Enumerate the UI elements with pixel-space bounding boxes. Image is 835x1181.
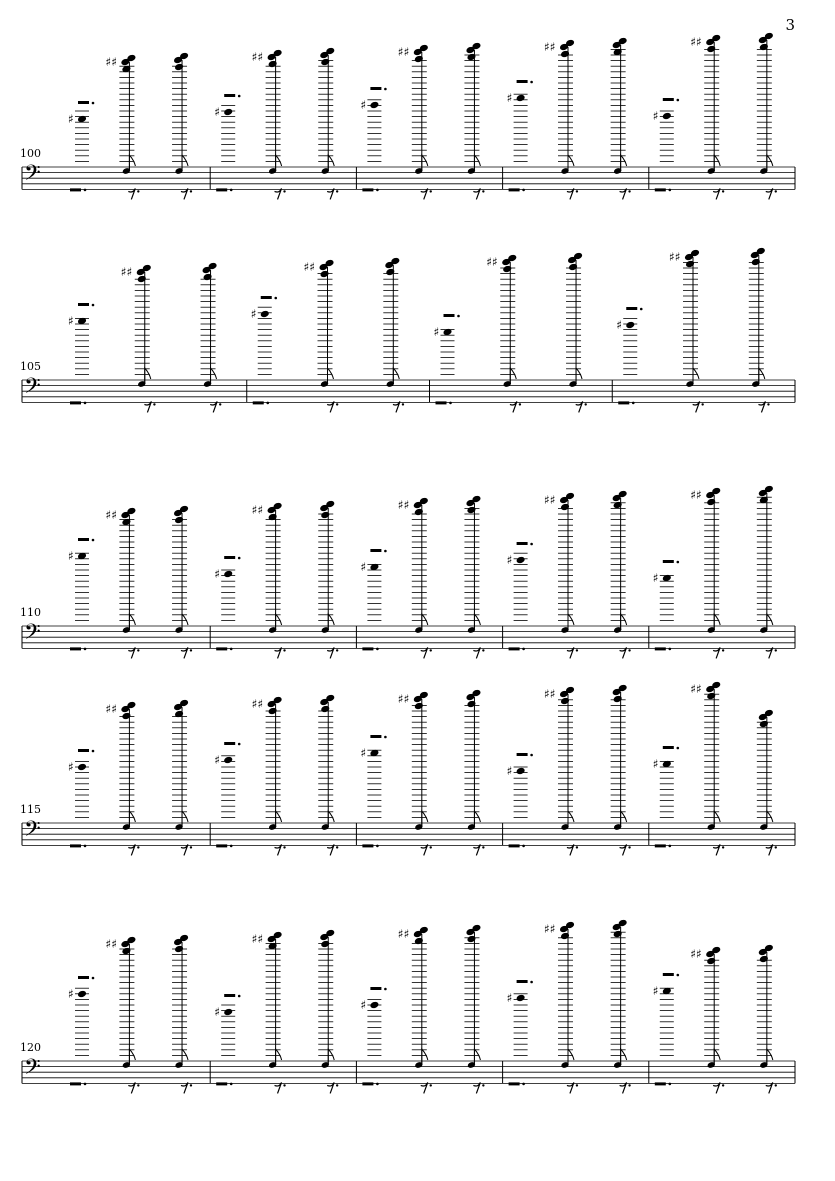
eighth-flag: [182, 1049, 188, 1065]
sharp-icon: ♯♯: [544, 493, 556, 507]
dot: [230, 1083, 233, 1086]
eighth-rest: [327, 1082, 334, 1093]
note-head: [77, 990, 87, 999]
half-rest: [655, 1082, 666, 1085]
eighth-rest: [567, 1082, 574, 1093]
eighth-flag: [474, 1049, 480, 1065]
sharp-icon: ♯♯: [690, 35, 702, 49]
half-rest: [370, 987, 381, 990]
dot: [430, 1084, 432, 1086]
sharp-icon: ♯: [68, 987, 74, 1001]
eighth-flag: [621, 1049, 627, 1065]
dot: [376, 1083, 379, 1086]
bass-clef-icon: 𝄢: [24, 161, 41, 191]
sharp-icon: ♯: [68, 760, 74, 774]
sharp-icon: ♯: [360, 560, 367, 574]
dot: [677, 974, 680, 977]
sharp-icon: ♯: [68, 549, 74, 563]
sharp-icon: ♯: [68, 314, 74, 328]
note-head: [369, 1001, 379, 1010]
bass-clef-icon: 𝄢: [24, 1055, 41, 1085]
bass-clef-icon: 𝄢: [24, 374, 41, 404]
half-rest: [663, 973, 674, 976]
sharp-icon: ♯: [360, 746, 367, 760]
sharp-icon: ♯♯: [397, 692, 410, 706]
sharp-icon: ♯♯: [486, 255, 498, 269]
sharp-icon: ♯: [652, 757, 659, 771]
note-head: [223, 1008, 233, 1017]
sharp-icon: ♯: [214, 753, 221, 767]
half-rest: [216, 1082, 227, 1085]
dot: [775, 1084, 777, 1086]
sharp-icon: ♯: [360, 998, 367, 1012]
dot: [628, 1084, 630, 1086]
eighth-rest: [713, 1082, 720, 1093]
sharp-icon: ♯: [360, 98, 367, 112]
bass-clef-icon: 𝄢: [24, 817, 41, 847]
dot: [84, 1083, 87, 1086]
eighth-flag: [422, 1049, 428, 1065]
eighth-rest: [275, 1082, 282, 1093]
eighth-rest: [473, 1082, 480, 1093]
measure-number: 110: [20, 606, 41, 619]
eighth-flag: [714, 1049, 720, 1065]
dot: [137, 1084, 139, 1086]
sharp-icon: ♯♯: [690, 682, 702, 696]
eighth-flag: [568, 1049, 574, 1065]
sharp-icon: ♯♯: [397, 45, 410, 59]
dot: [384, 988, 387, 991]
sharp-icon: ♯: [214, 567, 221, 581]
dot: [576, 1084, 578, 1086]
sharp-icon: ♯: [652, 571, 659, 585]
dot: [722, 1084, 724, 1086]
dot: [530, 981, 533, 984]
sharp-icon: ♯: [506, 91, 513, 105]
dot: [238, 995, 241, 998]
sharp-icon: ♯♯: [690, 488, 702, 502]
half-rest: [362, 1082, 373, 1085]
eighth-rest: [766, 1082, 773, 1093]
sharp-icon: ♯♯: [397, 498, 410, 512]
sharp-icon: ♯: [506, 764, 513, 778]
sharp-icon: ♯♯: [544, 687, 556, 701]
eighth-rest: [181, 1082, 188, 1093]
sharp-icon: ♯♯: [690, 947, 702, 961]
sharp-icon: ♯♯: [251, 932, 264, 946]
sharp-icon: ♯♯: [105, 937, 118, 951]
eighth-rest: [128, 1082, 135, 1093]
measure-number: 115: [20, 803, 41, 816]
dot: [522, 1083, 525, 1086]
eighth-flag: [276, 1049, 282, 1065]
sharp-icon: ♯: [214, 1005, 221, 1019]
sharp-icon: ♯: [433, 325, 440, 339]
page-number: 3: [785, 16, 795, 34]
sharp-icon: ♯♯: [120, 265, 133, 279]
sharp-icon: ♯: [616, 318, 623, 332]
sharp-icon: ♯: [652, 984, 659, 998]
dot: [190, 1084, 192, 1086]
dot: [482, 1084, 484, 1086]
half-rest: [509, 1082, 520, 1085]
eighth-flag: [129, 1049, 135, 1065]
eighth-flag: [328, 1049, 334, 1065]
sharp-icon: ♯: [214, 105, 221, 119]
sharp-icon: ♯♯: [251, 503, 264, 517]
sharp-icon: ♯♯: [544, 922, 556, 936]
sharp-icon: ♯♯: [544, 40, 556, 54]
measure-number: 105: [20, 360, 41, 373]
eighth-rest: [421, 1082, 428, 1093]
dot: [669, 1083, 672, 1086]
sharp-icon: ♯♯: [105, 702, 118, 716]
sharp-icon: ♯: [652, 109, 659, 123]
note-head: [516, 994, 526, 1003]
sharp-icon: ♯: [68, 112, 74, 126]
sharp-icon: ♯♯: [397, 927, 410, 941]
dot: [336, 1084, 338, 1086]
sharp-icon: ♯♯: [251, 697, 264, 711]
sharp-icon: ♯♯: [105, 55, 118, 69]
eighth-rest: [620, 1082, 627, 1093]
sharp-icon: ♯: [506, 553, 513, 567]
half-rest: [224, 994, 235, 997]
eighth-flag: [767, 1049, 773, 1065]
sharp-icon: ♯♯: [251, 50, 264, 64]
sharp-icon: ♯♯: [669, 250, 681, 264]
measure-number: 120: [20, 1041, 41, 1054]
sharp-icon: ♯: [250, 307, 257, 321]
sharp-icon: ♯♯: [105, 508, 118, 522]
half-rest: [70, 1082, 81, 1085]
half-rest: [78, 976, 89, 979]
dot: [283, 1084, 285, 1086]
sharp-icon: ♯♯: [303, 260, 316, 274]
dot: [92, 977, 95, 980]
bass-clef-icon: 𝄢: [24, 620, 41, 650]
measure-number: 100: [20, 147, 41, 160]
half-rest: [517, 980, 528, 983]
sharp-icon: ♯: [506, 991, 513, 1005]
